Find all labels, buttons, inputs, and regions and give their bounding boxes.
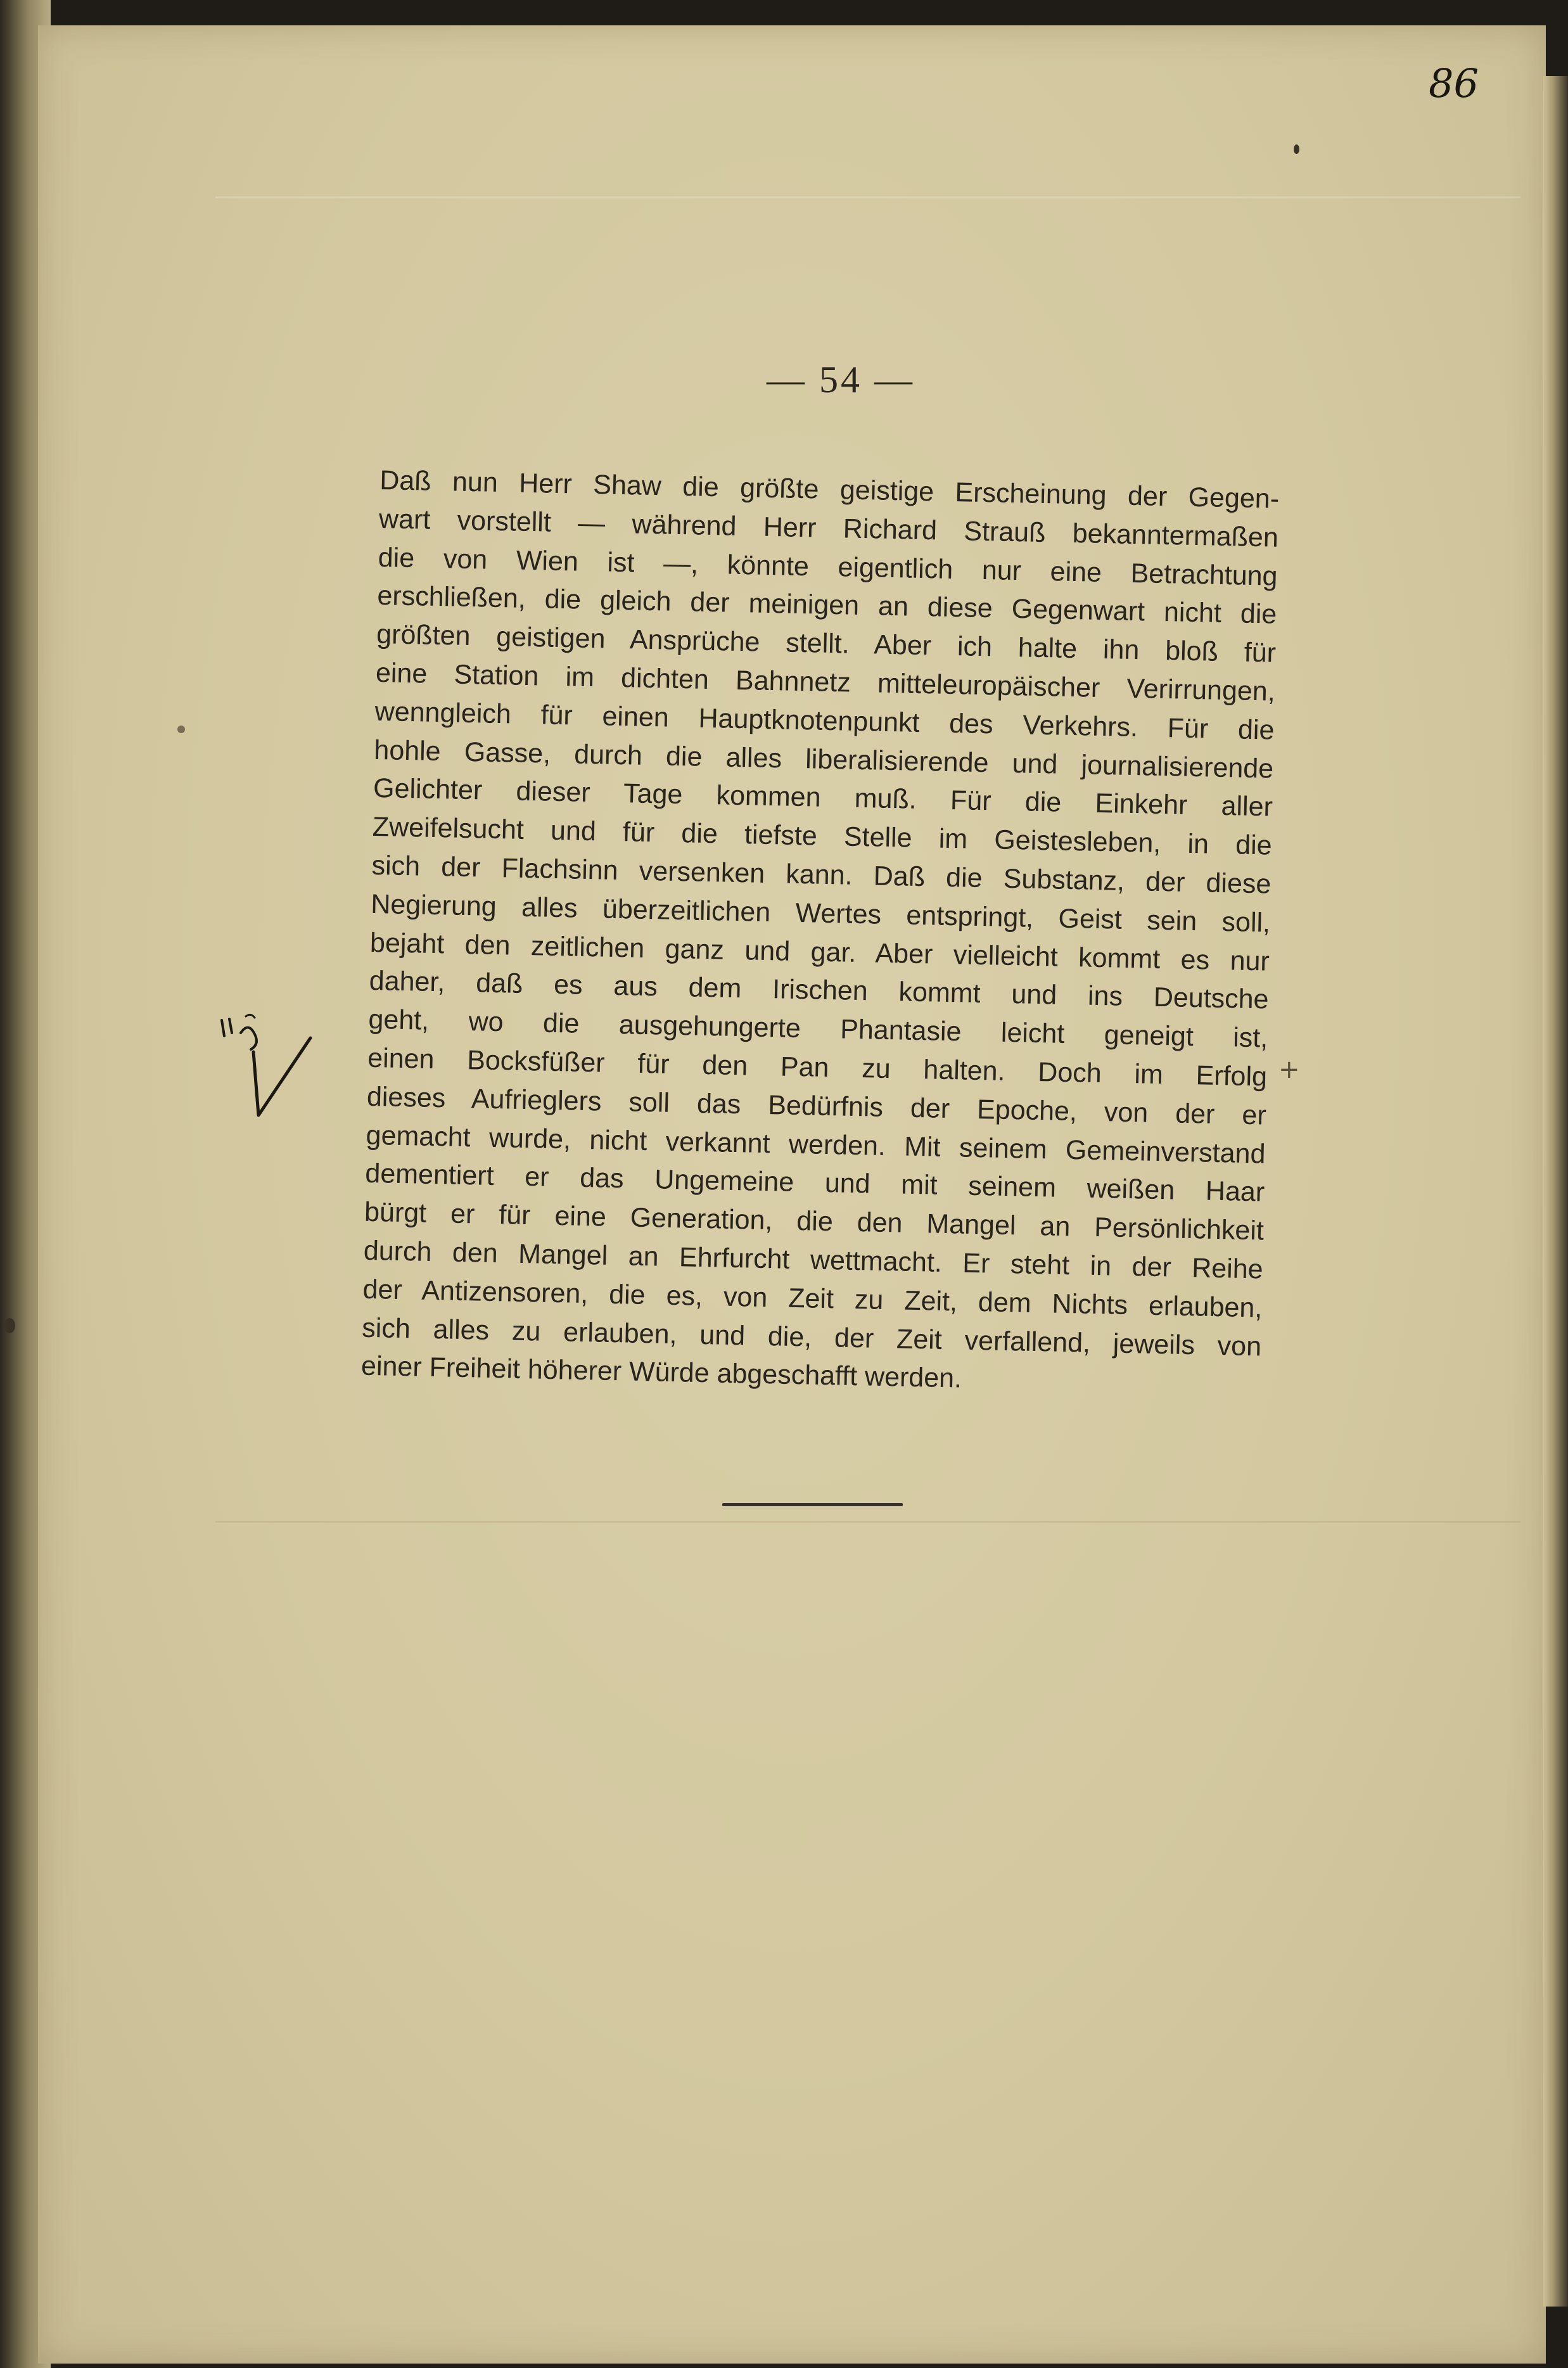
text-line: Negierung alles überzeitlichen Wertes entspringt, Geist sein soll, — [370, 888, 1271, 938]
body-text — [360, 461, 1279, 1405]
text-line: eine Station im dichten Bahnnetz mitteleuropäischer Verirrungen, — [375, 657, 1276, 707]
text-line: der Antizensoren, die es, von Zeit zu Zeit, dem Nichts erlauben, — [362, 1274, 1263, 1324]
margin-plus-mark: + — [1278, 1055, 1300, 1084]
text-line: sich alles zu erlauben, und die, der Zeit verfallend, jeweils von — [361, 1312, 1262, 1362]
paper-stain — [1294, 144, 1299, 154]
text-line: wenngleich für einen Hauptknotenpunkt des Verkehrs. Für die — [374, 696, 1275, 746]
paper-fold — [215, 1521, 1520, 1523]
page-number: — 54 — — [767, 359, 915, 400]
text-line: Zweifelsucht und für die tiefste Stelle im Geistesleben, in die — [372, 812, 1273, 861]
paper-fold — [215, 196, 1520, 198]
archive-folio-number: 86 — [1429, 60, 1479, 106]
handwritten-margin-mark — [215, 1008, 317, 1134]
paper-stain — [4, 1318, 15, 1333]
text-line: geht, wo die ausgehungerte Phantasie leicht geneigt ist, — [368, 1004, 1268, 1054]
paper-stain — [177, 726, 185, 733]
text-line: daher, daß es aus dem Irischen kommt und ins Deutsche — [369, 966, 1270, 1015]
text-line: einer Freiheit höherer Würde abgeschafft werden. — [360, 1351, 962, 1394]
text-line: bürgt er für eine Generation, die den Mangel an Persönlichkeit — [364, 1196, 1265, 1246]
text-line: erschließen, die gleich der meinigen an diese Gegenwart nicht die — [377, 580, 1277, 630]
page-edge — [1543, 76, 1568, 2307]
text-line: hohle Gasse, durch die alles liberalisierende und journalisierende — [373, 734, 1274, 784]
text-line: dementiert er das Ungemeine und mit seinem weißen Haar — [364, 1158, 1265, 1208]
text-line: Gelichter dieser Tage kommen muß. Für die Einkehr aller — [373, 773, 1273, 822]
text-line: dieses Aufrieglers soll das Bedürfnis der Epoche, von der er — [366, 1081, 1267, 1131]
text-line: wart vorstellt — während Herr Richard Strauß bekanntermaßen — [378, 503, 1279, 553]
text-line: bejaht den zeitlichen ganz und gar. Aber vielleicht kommt es nur — [369, 927, 1270, 977]
text-line: einen Bocksfüßer für den Pan zu halten. Doch im Erfolg — [367, 1042, 1268, 1092]
text-line: die von Wien ist —, könnte eigentlich nur eine Betrachtung — [378, 542, 1278, 592]
text-line: sich der Flachsinn versenken kann. Daß die Substanz, der diese — [371, 850, 1272, 900]
end-rule — [722, 1503, 903, 1506]
text-line: durch den Mangel an Ehrfurcht wettmacht. Er steht in der Reihe — [363, 1235, 1264, 1285]
text-line: gemacht wurde, nicht verkannt werden. Mit seinem Gemeinverstand — [366, 1120, 1266, 1170]
text-line: Daß nun Herr Shaw die größte geistige Erscheinung der Gegen- — [379, 464, 1280, 515]
text-line: größten geistigen Ansprüche stellt. Aber ich halte ihn bloß für — [376, 619, 1277, 669]
